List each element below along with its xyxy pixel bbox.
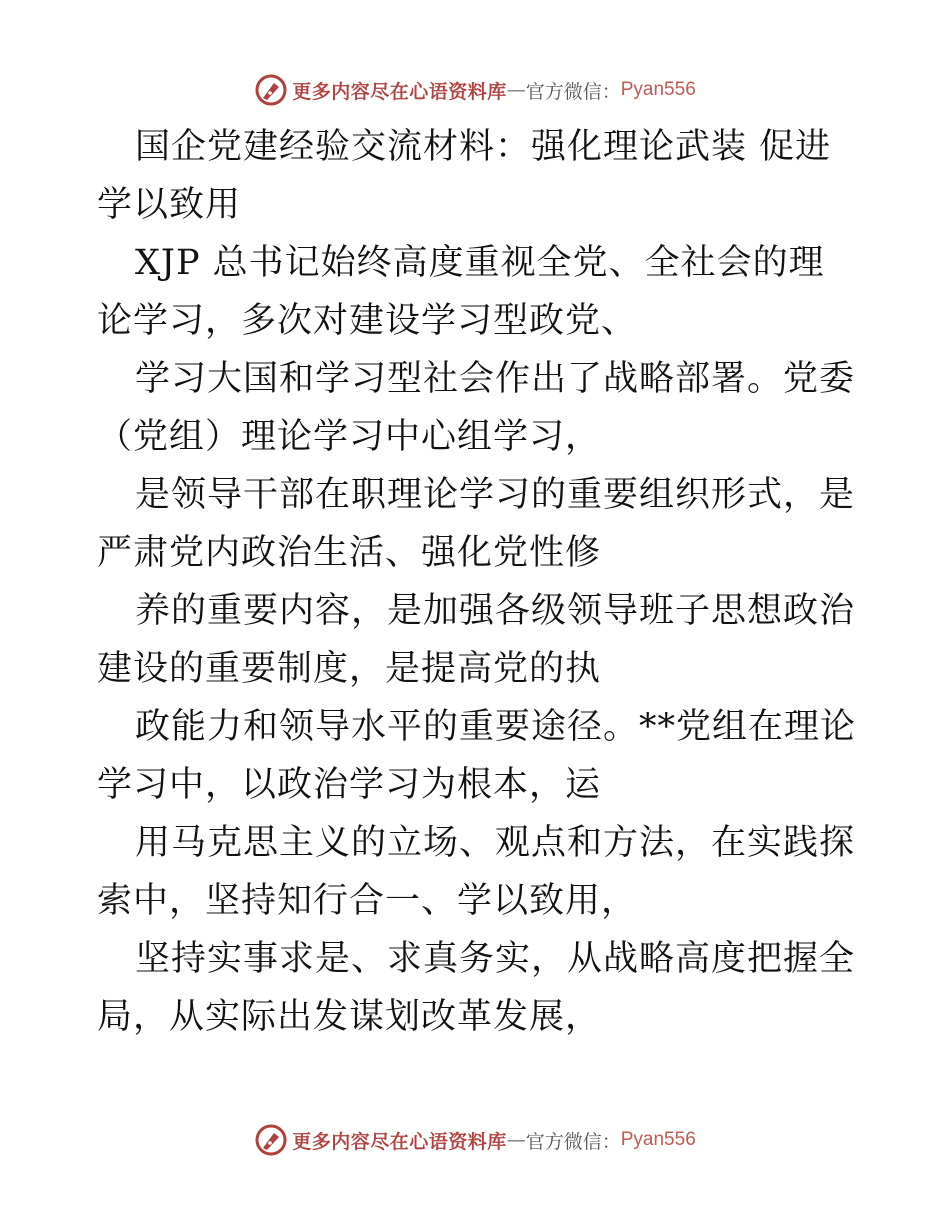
pen-nib-circle-icon (254, 73, 288, 107)
paragraph-7: 坚持实事求是、求真务实，从战略高度把握全局，从实际出发谋划改革发展， (97, 939, 856, 1037)
watermark-separator: — (506, 1129, 526, 1151)
paragraph-2: 学习大国和学习型社会作出了战略部署。党委（党组）理论学习中心组学习， (97, 359, 856, 457)
document-body (97, 118, 857, 1046)
watermark-wechat-id: Pyan556 (620, 79, 696, 100)
watermark-text: 更多内容尽在心语资料库 (292, 1130, 507, 1153)
paragraph-4: 养的重要内容，是加强各级领导班子思想政治建设的重要制度，是提高党的执 (97, 591, 856, 689)
header-watermark (0, 72, 950, 108)
footer-watermark (0, 1122, 950, 1158)
watermark-text: 更多内容尽在心语资料库 (292, 80, 507, 103)
watermark-separator: — (506, 79, 526, 101)
watermark-wechat-label: 官方微信： (525, 1130, 621, 1153)
document-title: 国企党建经验交流材料：强化理论武装 促进学以致用 (97, 127, 832, 225)
watermark-wechat-id: Pyan556 (620, 1129, 696, 1150)
paragraph-3: 是领导干部在职理论学习的重要组织形式，是严肃党内政治生活、强化党性修 (97, 475, 856, 573)
pen-nib-circle-icon (254, 1123, 288, 1157)
paragraph-1: XJP 总书记始终高度重视全党、全社会的理论学习，多次对建设学习型政党、 (97, 243, 825, 341)
paragraph-6: 用马克思主义的立场、观点和方法，在实践探索中，坚持知行合一、学以致用， (97, 823, 856, 921)
watermark-wechat-label: 官方微信： (525, 80, 621, 103)
paragraph-5: 政能力和领导水平的重要途径。**党组在理论学习中，以政治学习为根本，运 (97, 707, 857, 805)
